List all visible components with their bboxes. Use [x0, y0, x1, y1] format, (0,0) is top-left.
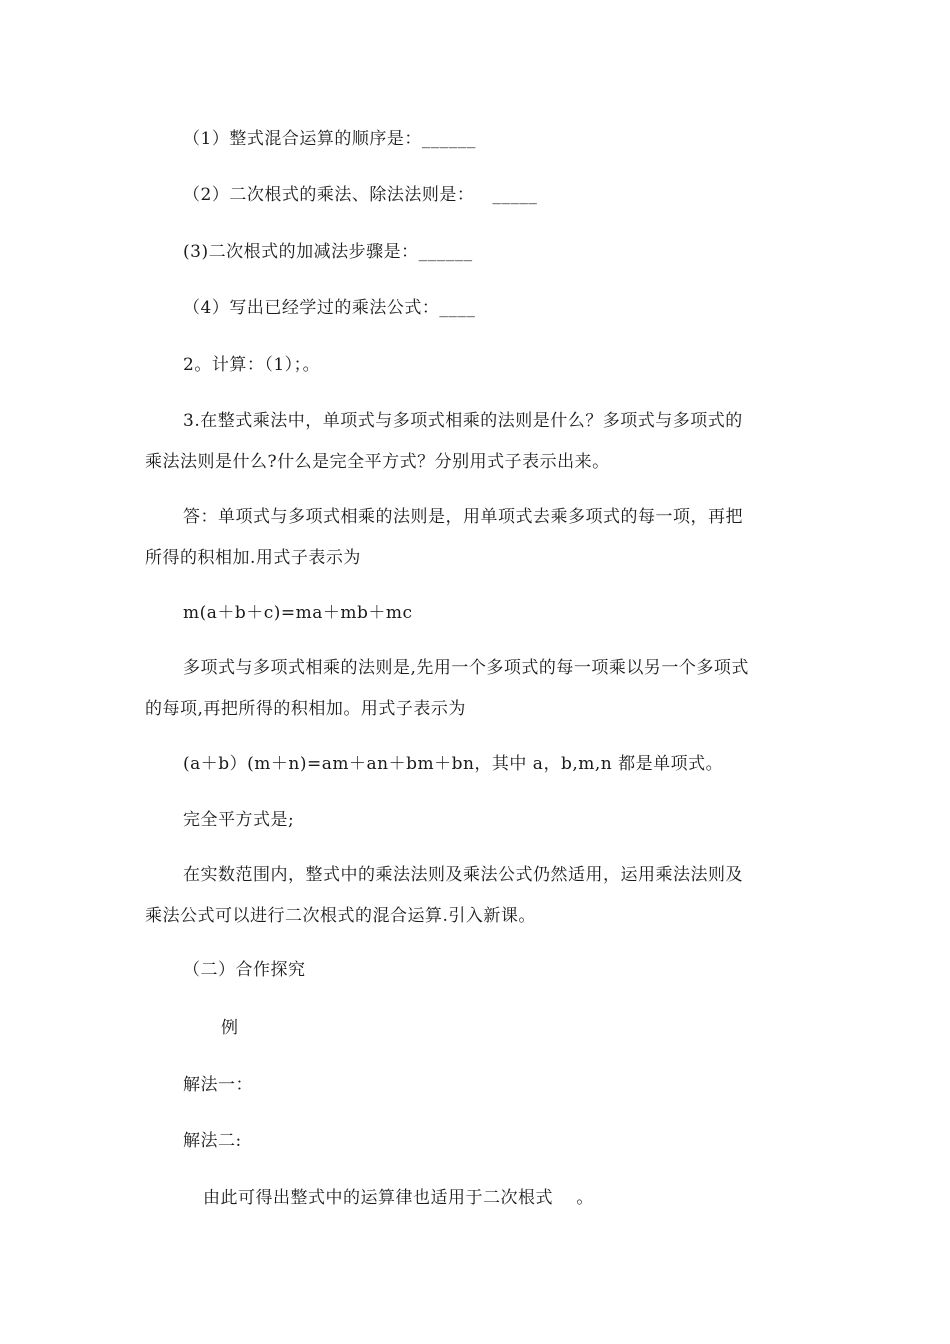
answer-line-2: 所得的积相加.用式子表示为	[145, 548, 361, 568]
real-range-line-2: 乘法公式可以进行二次根式的混合运算.引入新课。	[145, 906, 536, 926]
example-label: 例	[221, 1018, 239, 1038]
formula-multi-multi: (a＋b）(m＋n)=am＋an＋bm＋bn，其中 a，b,m,n 都是单项式。	[183, 754, 724, 774]
method-one-label: 解法一：	[183, 1075, 253, 1095]
question-2: 2。计算：（1）；。	[183, 355, 321, 375]
review-item-label: (3)二次根式的加减法步骤是：	[183, 242, 419, 262]
question-3-line-2: 乘法法则是什么?什么是完全平方式？分别用式子表示出来。	[145, 452, 610, 472]
formula-single-multi: m(a＋b＋c)=ma＋mb＋mc	[183, 603, 413, 623]
answer-line-1: 答：单项式与多项式相乘的法则是，用单项式去乘多项式的每一项，再把	[183, 507, 743, 527]
review-item-3	[183, 240, 473, 264]
multi-rule-line-2: 的每项,再把所得的积相加。用式子表示为	[145, 699, 466, 719]
answer-blank: _____	[492, 185, 538, 205]
answer-blank: ______	[418, 242, 473, 262]
review-item-label: （1）整式混合运算的顺序是：	[183, 129, 422, 149]
perfect-square-line: 完全平方式是;	[183, 810, 295, 830]
real-range-line-1: 在实数范围内，整式中的乘法法则及乘法公式仍然适用，运用乘法法则及	[183, 865, 743, 885]
conclusion-line: 由此可得出整式中的运算律也适用于二次根式 。	[203, 1188, 594, 1208]
question-3-line-1: 3.在整式乘法中，单项式与多项式相乘的法则是什么？多项式与多项式的	[183, 411, 743, 431]
review-item-2	[183, 183, 537, 207]
answer-blank: ____	[439, 298, 476, 318]
review-item-4	[183, 296, 475, 320]
answer-blank: ______	[421, 129, 476, 149]
review-item-label: （2）二次根式的乘法、除法法则是：	[183, 185, 475, 205]
multi-rule-line-1: 多项式与多项式相乘的法则是,先用一个多项式的每一项乘以另一个多项式	[183, 658, 749, 678]
review-item-label: （4）写出已经学过的乘法公式：	[183, 298, 440, 318]
section-heading: （二）合作探究	[183, 960, 306, 980]
method-two-label: 解法二:	[183, 1131, 242, 1151]
review-item-1	[183, 127, 476, 151]
